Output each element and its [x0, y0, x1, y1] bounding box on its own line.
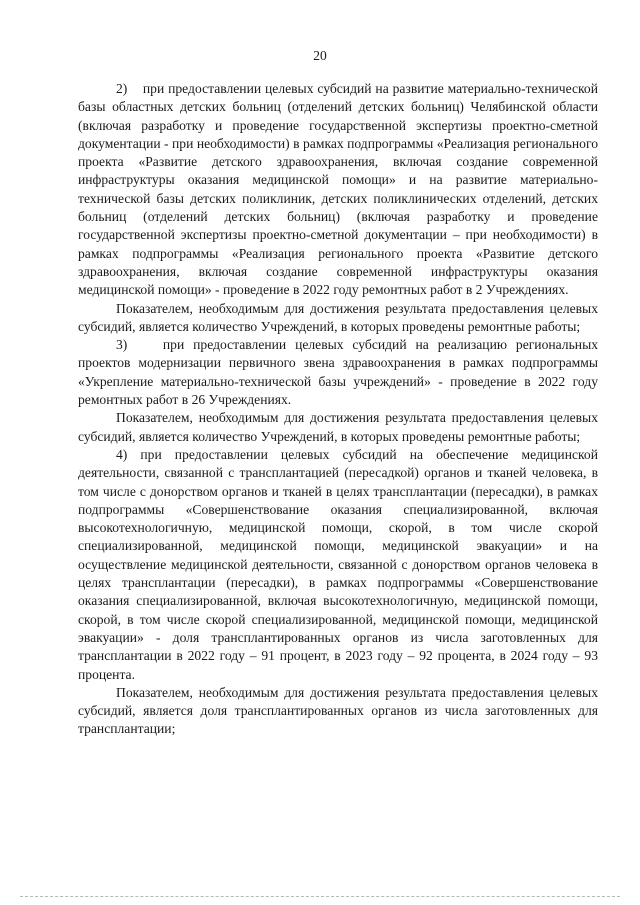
paragraph-indicator-3: Показателем, необходимым для достижения результата предоставления целевых субсидий, является количество Учреждений, в которых проведены ремонтные работы;: [78, 410, 598, 444]
paragraph-item-2: 2) при предоставлении целевых субсидий на развитие материально-технической базы областных детских больниц (отделений детских больниц) Челябинской области (включая разработку и проведение государственной экспертизы проектно-сметной документации - при необходимости) в рамках подпрограммы «Реализация регионального проекта «Развитие детского здравоохранения, включая создание современной инфраструктуры оказания медицинской помощи» и на развитие материально-технической базы детских поликлиник, детских поликлинических отделений, детских больниц (отделений детских больниц) (включая разработку и проведение государственной экспертизы проектно-сметной документации – при необходимости) в рамках подпрограммы «Реализация регионального проекта «Развитие детского здравоохранения, включая создание современной инфраструктуры оказания медицинской помощи» - проведение в 2022 году ремонтных работ в 2 Учреждениях.: [78, 81, 598, 298]
paragraph-indicator-2: Показателем, необходимым для достижения результата предоставления целевых субсидий, является количество Учреждений, в которых проведены ремонтные работы;: [78, 300, 598, 334]
body-text: [78, 80, 598, 739]
paragraph-item-4: 4) при предоставлении целевых субсидий на обеспечение медицинской деятельности, связанной с трансплантацией (пересадкой) органов и тканей человека, в том числе с донорством органов и тканей в целях трансплантации (пересадки), в рамках подпрограммы «Совершенствование оказания специализированной, включая высокотехнологичную, медицинской помощи, скорой, в том числе скорой специализированной, медицинской помощи, медицинской эвакуации» и на осуществление медицинской деятельности, связанной с донорством органов человека в целях трансплантации (пересадки), в рамках подпрограммы «Совершенствование оказания специализированной, включая высокотехнологичную, медицинской помощи, скорой, в том числе скорой специализированной, медицинской помощи, медицинской эвакуации» - доля трансплантированных органов из числа заготовленных для трансплантации в 2022 году – 91 процент, в 2023 году – 92 процента, в 2024 году – 93 процента.: [78, 446, 598, 682]
page-number: 20: [313, 48, 327, 63]
paragraph-item-3: 3) при предоставлении целевых субсидий на реализацию региональных проектов модернизации первичного звена здравоохранения в рамках подпрограммы «Укрепление материально-технической базы учреждений» - проведение в 2022 году ремонтных работ в 26 Учреждениях.: [78, 337, 598, 408]
page-bottom-edge: [20, 896, 620, 897]
paragraph-indicator-4: Показателем, необходимым для достижения результата предоставления целевых субсидий, является доля трансплантированных органов из числа заготовленных для трансплантации;: [78, 684, 598, 737]
